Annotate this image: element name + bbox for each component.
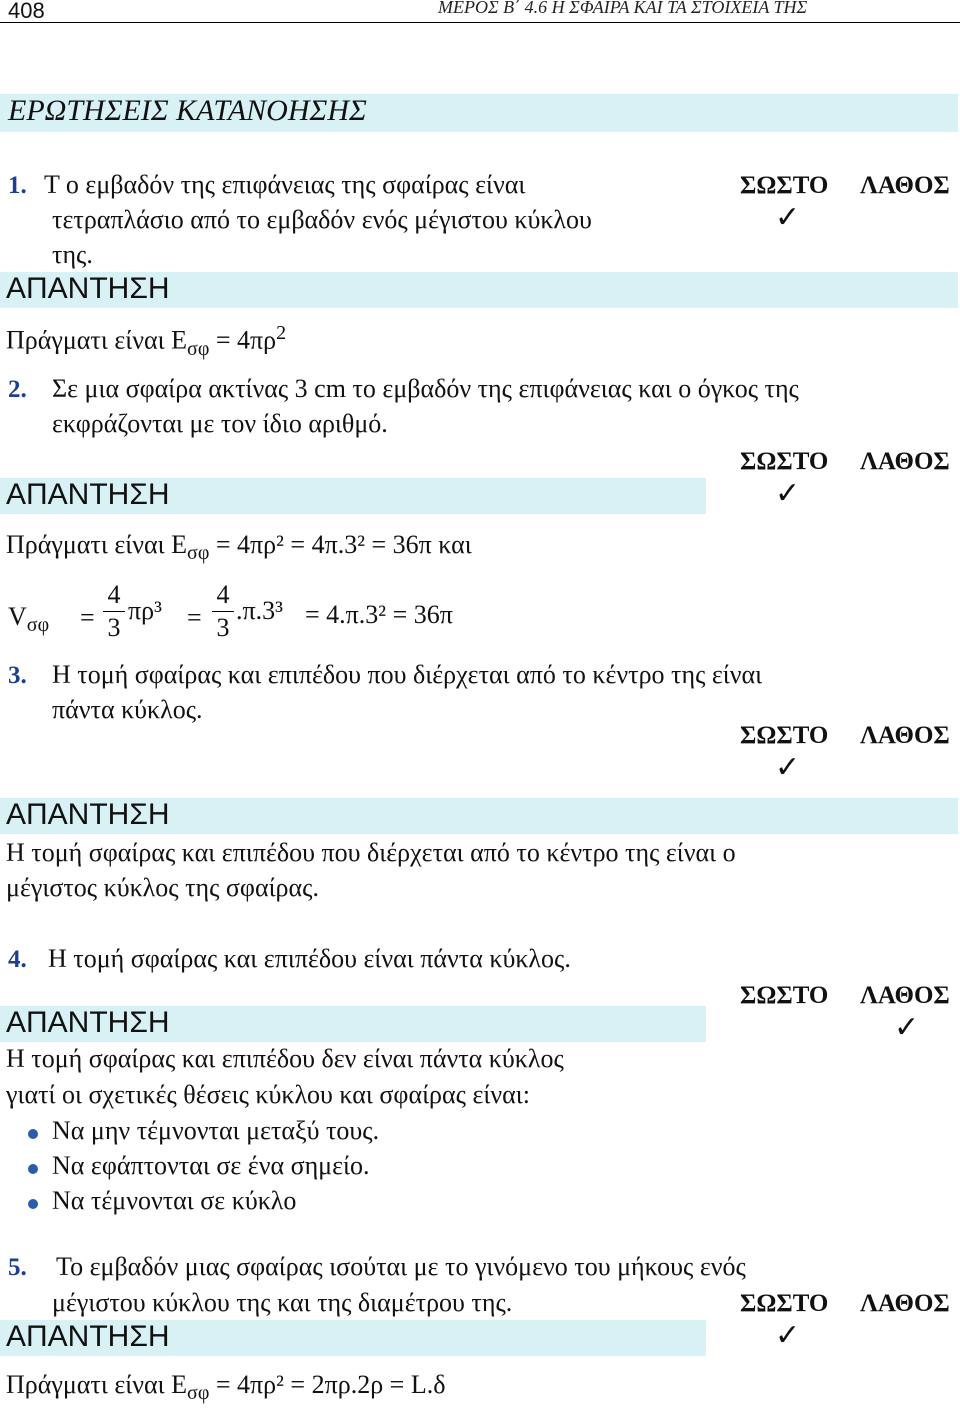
q5-check-icon: ✓: [775, 1319, 801, 1352]
q2-volume-symbol: $V_{\sigma\varphi}$: [8, 602, 50, 637]
q1-line-1: Τ ο εμβαδόν της επιφάνειας της σφαίρας είναι: [44, 170, 526, 199]
q4-answer-line-1: Η τομή σφαίρας και επιπέδου δεν είναι πάντα κύκλος: [6, 1044, 564, 1073]
q3-answer-line-2: μέγιστος κύκλος της σφαίρας.: [6, 873, 319, 902]
q5-number: 5.: [8, 1254, 27, 1281]
q1-check-icon: ✓: [775, 201, 801, 234]
q4-bullet-1: Να μην τέμνονται μεταξύ τους.: [52, 1116, 380, 1145]
q3-line-2: πάντα κύκλος.: [52, 695, 203, 724]
q2-number: 2.: [8, 376, 27, 403]
q3-answer-heading: ΑΠΑΝΤΗΣΗ: [6, 798, 170, 831]
q1-correct-label[interactable]: ΣΩΣΤΟ: [740, 172, 829, 199]
q2-volume-term-2: .π.3³: [236, 596, 283, 625]
q4-correct-label[interactable]: ΣΩΣΤΟ: [740, 982, 829, 1009]
q1-answer-formula: Πράγματι είναι $E_{\sigma\varphi} = 4\pi\rho^2$: [6, 322, 287, 360]
q2-volume-term-3: = 4.π.3² = 36π: [305, 600, 453, 629]
q4-line-1: Η τομή σφαίρας και επιπέδου είναι πάντα κύκλος.: [48, 944, 571, 973]
q4-check-icon: ✓: [894, 1011, 920, 1044]
bullet-icon: [28, 1129, 38, 1139]
q3-check-icon: ✓: [775, 751, 801, 784]
q4-answer-heading: ΑΠΑΝΤΗΣΗ: [6, 1006, 170, 1039]
q2-fraction-1: 4 3: [103, 580, 125, 643]
q3-line-1: Η τομή σφαίρας και επιπέδου που διέρχεται από το κέντρο της είναι: [52, 660, 763, 689]
q2-fraction-2: 4 3: [212, 580, 234, 643]
q1-number: 1.: [8, 172, 27, 199]
q1-line-3: της.: [52, 240, 93, 269]
q4-bullet-3: Να τέμνονται σε κύκλο: [52, 1186, 297, 1215]
q2-area-formula: Πράγματι είναι $E_{\sigma\varphi} = 4\pi\rho^2 = 4\pi.3^2 = 36\pi$ και: [6, 530, 472, 565]
q5-line-2: μέγιστου κύκλου της και της διαμέτρου της.: [52, 1288, 513, 1317]
page-header: [0, 0, 960, 23]
q3-answer-line-1: Η τομή σφαίρας και επιπέδου που διέρχεται από το κέντρο της είναι ο: [6, 838, 736, 867]
q4-bullet-2: Να εφάπτονται σε ένα σημείο.: [52, 1151, 370, 1180]
q2-line-2: εκφράζονται με τον ίδιο αριθμό.: [52, 409, 388, 438]
q3-correct-label[interactable]: ΣΩΣΤΟ: [740, 722, 829, 749]
q2-check-icon: ✓: [775, 477, 801, 510]
q2-line-1: Σε μια σφαίρα ακτίνας 3 cm το εμβαδόν της επιφάνειας και ο όγκος της: [52, 374, 799, 403]
q2-volume-term-1: πρ³: [128, 596, 162, 625]
q3-number: 3.: [8, 662, 27, 689]
q4-wrong-label[interactable]: ΛΑΘΟΣ: [860, 982, 950, 1009]
q2-answer-heading: ΑΠΑΝΤΗΣΗ: [6, 478, 170, 511]
q3-wrong-label[interactable]: ΛΑΘΟΣ: [860, 722, 950, 749]
q1-answer-heading: ΑΠΑΝΤΗΣΗ: [6, 272, 170, 305]
q4-number: 4.: [8, 946, 27, 973]
section-title: ΕΡΩΤΗΣΕΙΣ ΚΑΤΑΝΟΗΣΗΣ: [8, 94, 367, 127]
q5-answer-formula: Πράγματι είναι $E_{\sigma\varphi} = 4\pi\rho^2 = 2\pi\rho.2\rho = L.\delta$: [6, 1370, 446, 1405]
q5-wrong-label[interactable]: ΛΑΘΟΣ: [860, 1290, 950, 1317]
q1-wrong-label[interactable]: ΛΑΘΟΣ: [860, 172, 950, 199]
header-title: ΜΕΡΟΣ Β΄ 4.6 Η ΣΦΑΙΡΑ ΚΑΙ ΤΑ ΣΤΟΙΧΕΙΑ ΤΗΣ: [438, 0, 808, 17]
q5-line-1: Το εμβαδόν μιας σφαίρας ισούται με το γινόμενο του μήκους ενός: [56, 1252, 746, 1281]
q4-answer-line-2: γιατί οι σχετικές θέσεις κύκλου και σφαίρας είναι:: [6, 1080, 530, 1109]
page-number: 408: [8, 0, 45, 23]
q1-line-2: τετραπλάσιο από το εμβαδόν ενός μέγιστου κύκλου: [52, 205, 592, 234]
q2-wrong-label[interactable]: ΛΑΘΟΣ: [860, 448, 950, 475]
q2-equals-1: =: [80, 603, 95, 632]
bullet-icon: [28, 1199, 38, 1209]
q2-correct-label[interactable]: ΣΩΣΤΟ: [740, 448, 829, 475]
q2-equals-2: =: [187, 603, 202, 632]
q5-answer-heading: ΑΠΑΝΤΗΣΗ: [6, 1320, 170, 1353]
bullet-icon: [28, 1164, 38, 1174]
q5-correct-label[interactable]: ΣΩΣΤΟ: [740, 1290, 829, 1317]
